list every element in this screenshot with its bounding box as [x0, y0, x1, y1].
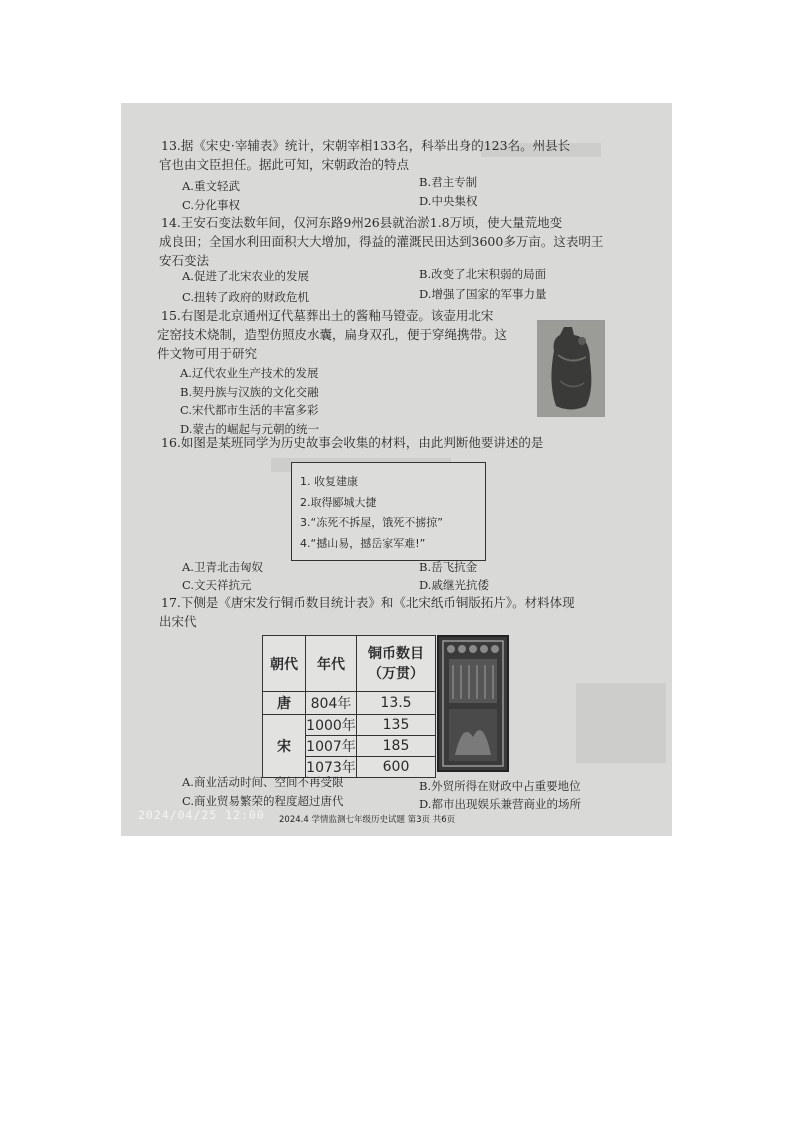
header-year: 年代	[306, 636, 357, 692]
q17-option-c[interactable]: C.商业贸易繁荣的程度超过唐代	[182, 794, 344, 808]
q13-option-b[interactable]: B.君主专制	[419, 175, 478, 189]
q13-option-a[interactable]: A.重文轻武	[182, 179, 240, 193]
q13-stem-line2: 官也由文臣担任。据此可知，宋朝政治的特点	[159, 157, 410, 172]
q14-option-d[interactable]: D.增强了国家的军事力量	[419, 287, 547, 301]
cell-value: 600	[357, 757, 436, 778]
cell-dynasty-tang: 唐	[263, 692, 306, 715]
q16-option-b[interactable]: B.岳飞抗金	[419, 560, 478, 574]
q15-option-a[interactable]: A.辽代农业生产技术的发展	[180, 366, 319, 380]
q15-stem-line3: 件文物可用于研究	[157, 346, 258, 361]
cell-year: 1007年	[306, 736, 357, 757]
q16-material-2: 2.取得郾城大捷	[300, 496, 377, 509]
header-dynasty: 朝代	[263, 636, 306, 692]
q14-option-b[interactable]: B.改变了北宋积弱的局面	[419, 267, 547, 281]
q16-option-c[interactable]: C.文天祥抗元	[182, 578, 252, 592]
cell-value: 135	[357, 715, 436, 736]
q14-option-c[interactable]: C.扭转了政府的财政危机	[182, 290, 310, 304]
q17-stem-line1: 17.下侧是《唐宋发行铜币数目统计表》和《北宋纸币铜版拓片》。材料体现	[161, 595, 575, 610]
q17-stem-line2: 出宋代	[159, 614, 197, 629]
q13-stem-line1: 13.据《宋史·宰辅表》统计，宋朝宰相133名，科举出身的123名。州县长	[161, 138, 571, 153]
q13-option-d[interactable]: D.中央集权	[419, 194, 478, 208]
header-unit: （万贯）	[368, 665, 424, 682]
header-copper-coins	[357, 636, 436, 692]
q15-stem-line2: 定窑技术烧制，造型仿照皮水囊，扁身双孔，便于穿绳携带。这	[157, 327, 508, 342]
table-row	[263, 692, 436, 715]
cell-year: 1073年	[306, 757, 357, 778]
cell-year: 804年	[306, 692, 357, 715]
q16-option-d[interactable]: D.戚继光抗倭	[419, 578, 489, 592]
q14-option-a[interactable]: A.促进了北宋农业的发展	[182, 269, 309, 283]
song-paper-money-rubbing	[437, 635, 509, 772]
q15-option-d[interactable]: D.蒙古的崛起与元朝的统一	[180, 422, 319, 436]
q16-material-3: 3.“冻死不拆屋，饿死不掳掠”	[300, 516, 443, 529]
bleed-through	[576, 683, 666, 763]
cell-year: 1000年	[306, 715, 357, 736]
q17-option-a[interactable]: A.商业活动时间、空间不再受限	[182, 775, 344, 789]
header-copper-coins-label: 铜币数目	[368, 645, 424, 662]
table-header-row	[263, 636, 436, 692]
q16-material-box	[291, 462, 486, 561]
q14-stem-line1: 14.王安石变法数年间，仅河东路9州26县就治淤1.8万顷，使大量荒地变	[161, 215, 563, 230]
q16-material-1: 1. 收复建康	[300, 475, 358, 488]
exam-page-photo	[121, 103, 672, 836]
paper-money-print-icon	[439, 637, 507, 770]
q16-stem-line1: 16.如图是某班同学为历史故事会收集的材料，由此判断他要讲述的是	[161, 435, 544, 450]
q16-material-4: 4.“撼山易，撼岳家军难!”	[300, 537, 426, 550]
q15-stem-line1: 15.右图是北京通州辽代墓葬出土的酱釉马镫壶。该壶用北宋	[161, 308, 494, 323]
q15-option-b[interactable]: B.契丹族与汉族的文化交融	[180, 385, 319, 399]
q14-stem-line2: 成良田；全国水利田面积大大增加，得益的灌溉民田达到3600多万亩。这表明王	[159, 234, 604, 249]
q17-option-d[interactable]: D.都市出现娱乐兼营商业的场所	[419, 797, 581, 811]
cell-value: 13.5	[357, 692, 436, 715]
cell-dynasty-song: 宋	[263, 715, 306, 778]
q14-stem-line3: 安石变法	[159, 253, 210, 268]
q17-option-b[interactable]: B.外贸所得在财政中占重要地位	[419, 779, 581, 793]
stirrup-pot-image	[537, 320, 605, 417]
stirrup-pot-icon	[538, 321, 604, 416]
q15-option-c[interactable]: C.宋代都市生活的丰富多彩	[180, 403, 319, 417]
q16-option-a[interactable]: A.卫青北击匈奴	[182, 560, 263, 574]
coin-statistics-table	[262, 635, 436, 778]
photo-timestamp: 2024/04/25 12:00	[138, 808, 265, 822]
table-row	[263, 715, 436, 736]
q13-option-c[interactable]: C.分化事权	[182, 198, 241, 212]
cell-value: 185	[357, 736, 436, 757]
page-footer: 2024.4 学情监测七年级历史试题 第3页 共6页	[279, 815, 456, 825]
